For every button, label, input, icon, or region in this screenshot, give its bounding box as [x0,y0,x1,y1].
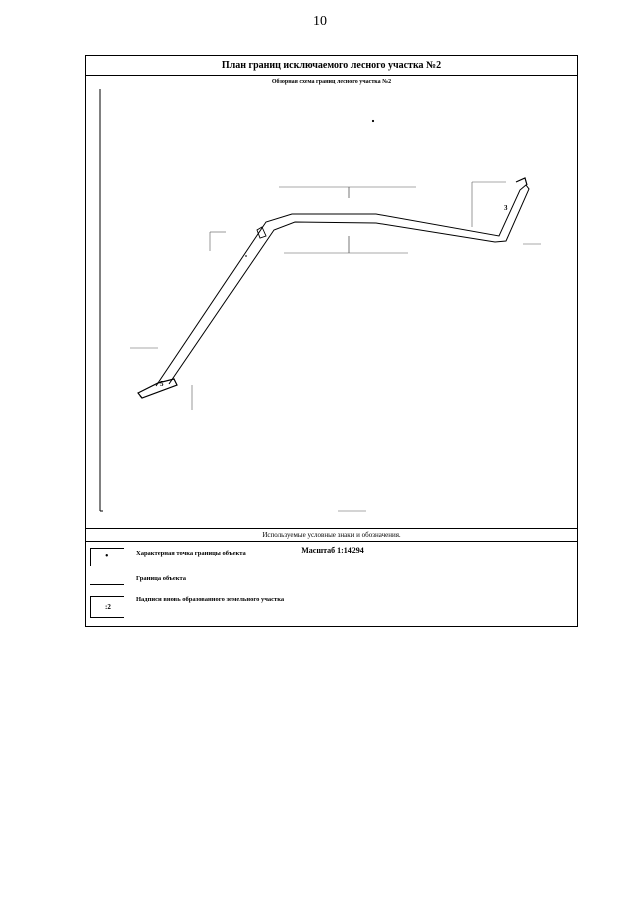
legend-heading: Используемые условные знаки и обозначения. [86,528,577,542]
point-label-3: 3 [504,204,508,212]
plan-title: План границ исключаемого лесного участка №2 [86,56,577,76]
object-boundary [138,178,529,398]
plan-subtitle: Обзорная схема границ лесного участка №2 [271,79,392,85]
boundary-symbol [90,570,124,588]
legend-item-label [86,594,577,618]
point-marker [372,120,374,122]
point-label-5: 5 [160,380,164,388]
point-symbol: • [90,548,124,566]
page-number: 10 [313,14,327,29]
legend-label-label: Надписи вновь образованного земельного участка [136,596,285,603]
label-symbol: :2 [90,596,124,618]
legend-label-point: Характерная точка границы объекта [136,550,246,557]
legend-item-boundary [86,570,577,594]
boundary-map [86,86,579,526]
legend-item-point [86,546,577,570]
scale-label: Масштаб 1:14294 [301,546,364,555]
plan-frame [85,55,578,627]
legend-label-boundary: Граница объекта [136,575,186,582]
